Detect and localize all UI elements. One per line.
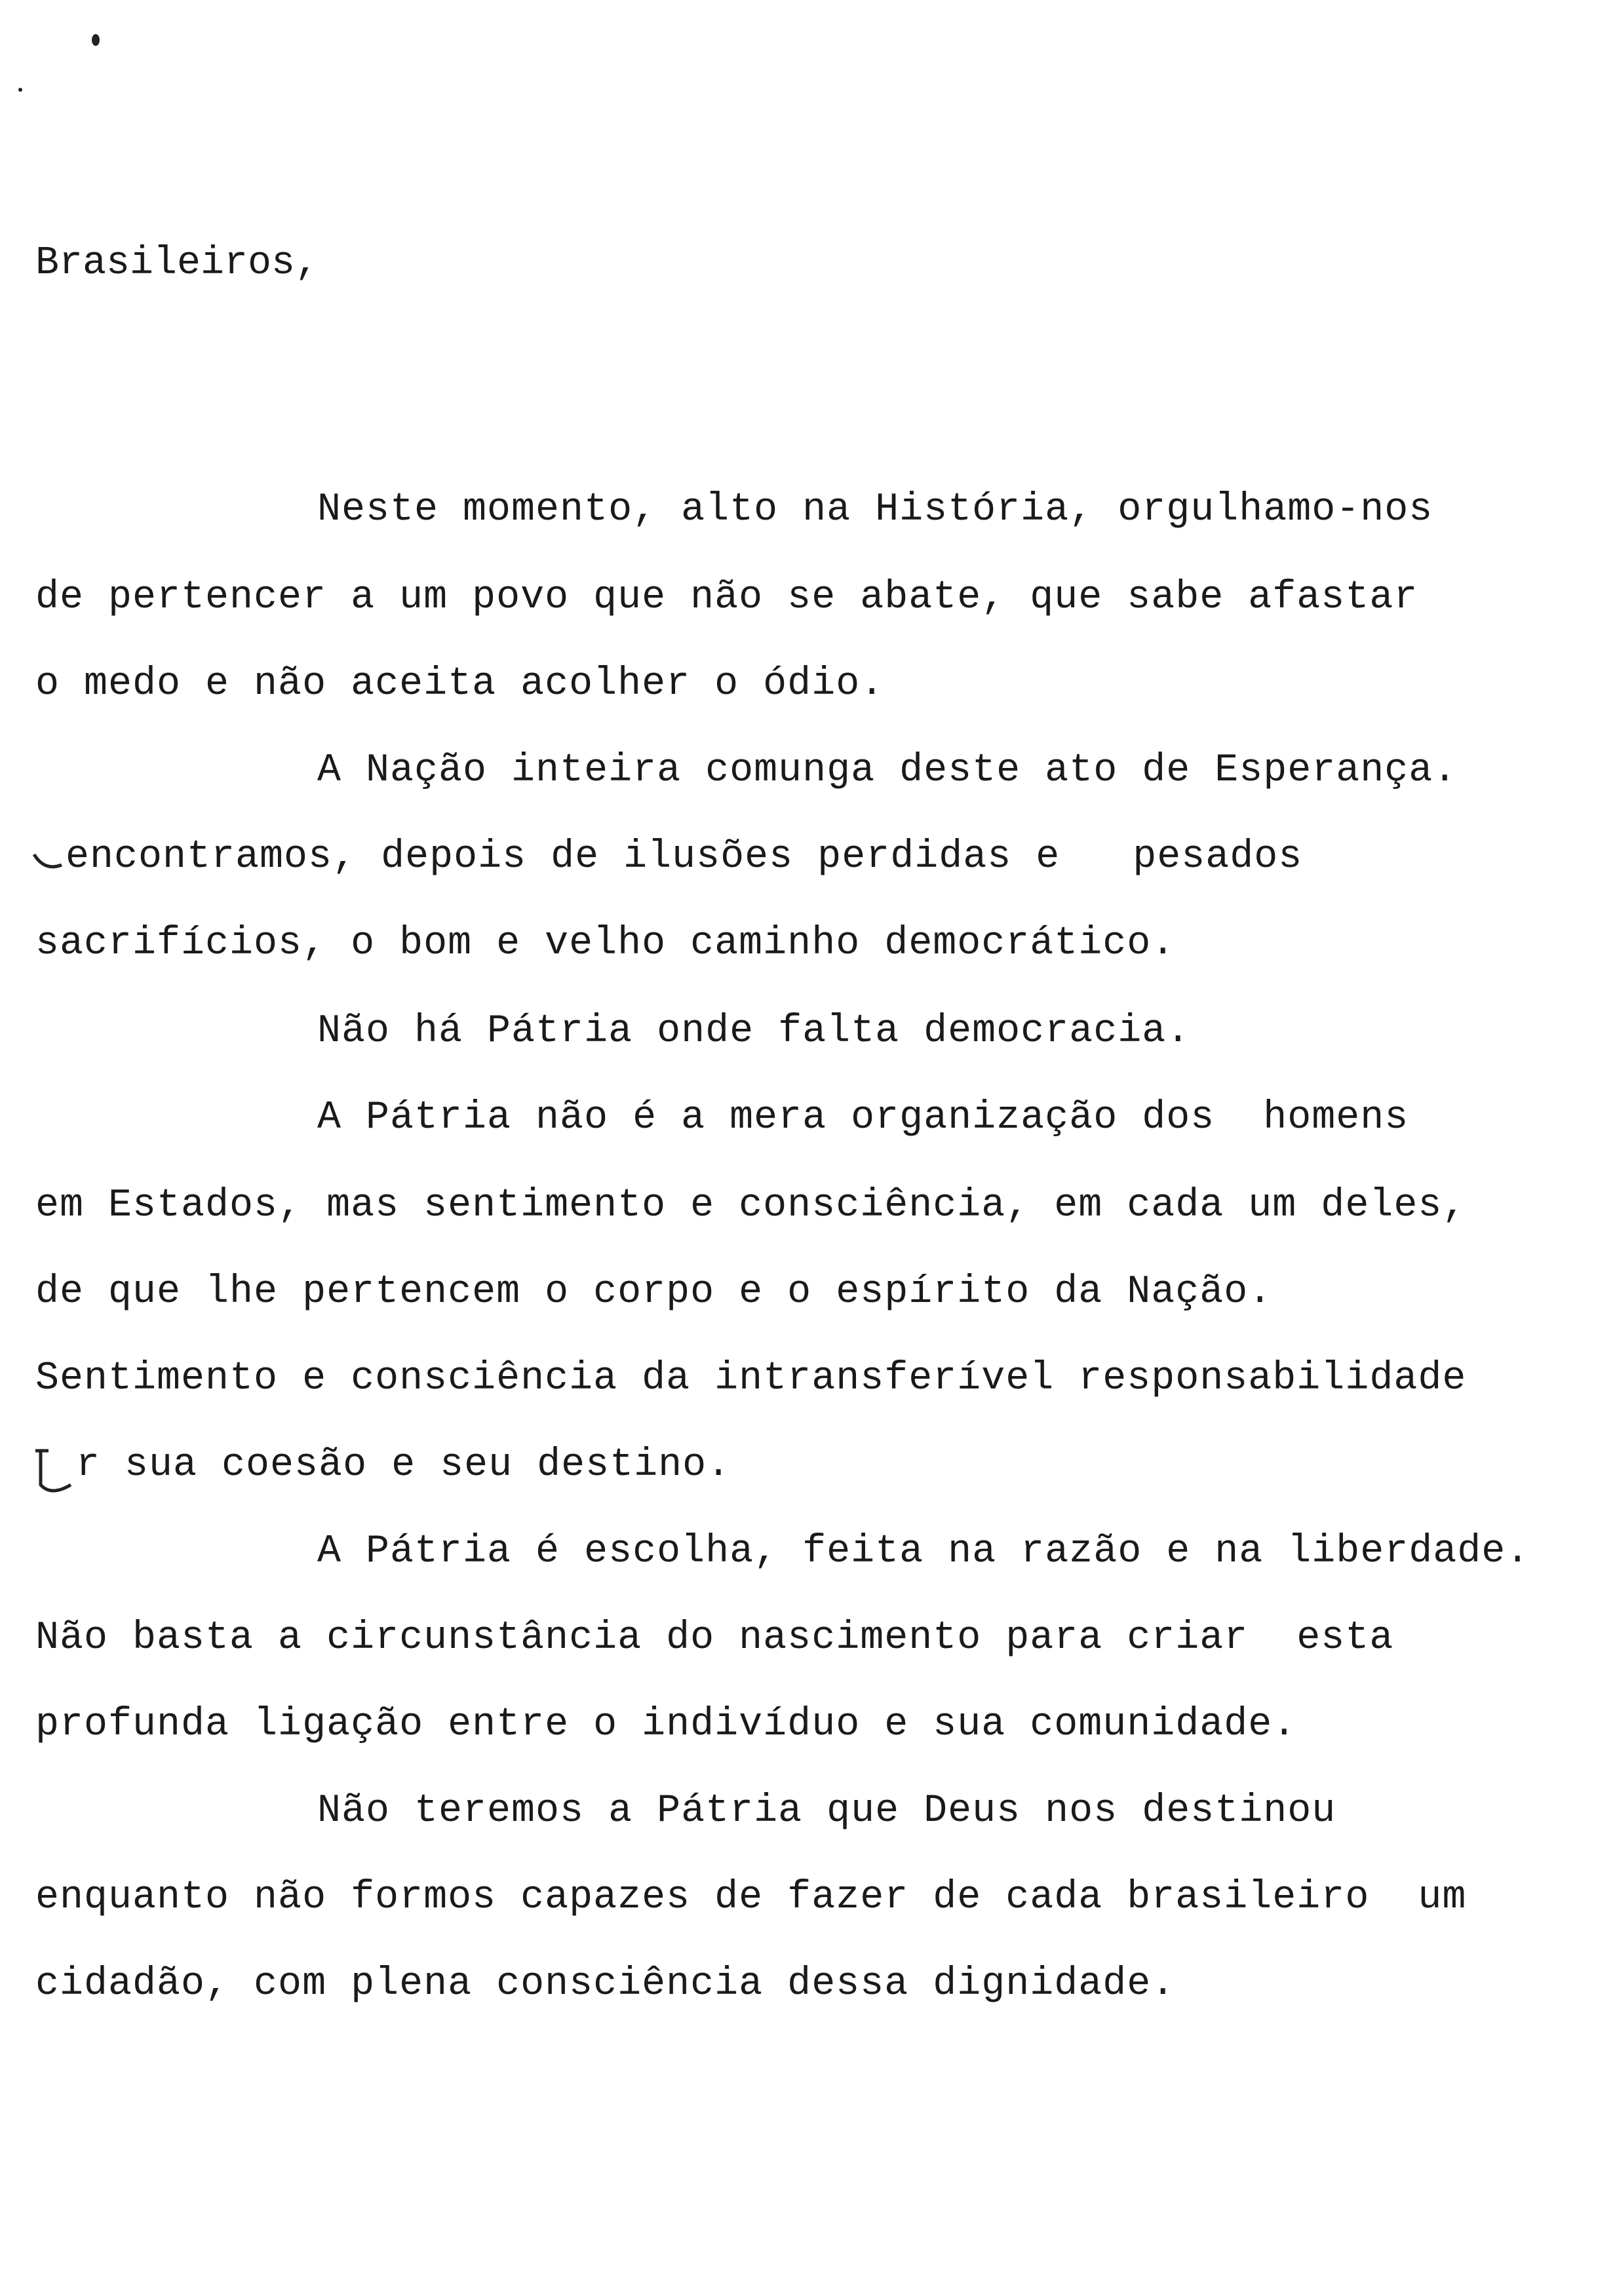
text-line: A Pátria é escolha, feita na razão e na liberdade. <box>317 1529 1530 1574</box>
text-line: cidadão, com plena consciência dessa dignidade. <box>35 1962 1176 2006</box>
text-line: encontramos, depois de ilusões perdidas e pesados <box>66 835 1303 879</box>
text-line: sacrifícios, o bom e velho caminho democrático. <box>35 921 1176 966</box>
ink-speck <box>18 88 22 92</box>
text-line: em Estados, mas sentimento e consciência, em cada um deles, <box>35 1183 1467 1228</box>
text-line: de que lhe pertencem o corpo e o espírito da Nação. <box>35 1270 1273 1314</box>
text-line: r sua coesão e seu destino. <box>76 1443 731 1487</box>
handwritten-mark <box>31 1445 77 1498</box>
text-line: Não teremos a Pátria que Deus nos destinou <box>317 1789 1336 1833</box>
text-line: profunda ligação entre o indivíduo e sua comunidade. <box>35 1702 1297 1747</box>
ink-dot <box>92 34 100 46</box>
text-line: enquanto não formos capazes de fazer de cada brasileiro um <box>35 1875 1467 1920</box>
text-line: A Nação inteira comunga deste ato de Esperança. <box>317 748 1458 793</box>
text-line: o medo e não aceita acolher o ódio. <box>35 662 885 706</box>
text-line: Não basta a circunstância do nascimento para criar esta <box>35 1616 1394 1660</box>
text-line: A Pátria não é a mera organização dos homens <box>317 1096 1409 1140</box>
text-line: Sentimento e consciência da intransferível responsabilidade <box>35 1356 1467 1401</box>
text-line: de pertencer a um povo que não se abate, que sabe afastar <box>35 575 1418 620</box>
handwritten-mark <box>31 849 64 875</box>
text-line: Neste momento, alto na História, orgulhamo-nos <box>317 488 1433 532</box>
text-line: Não há Pátria onde falta democracia. <box>317 1009 1191 1054</box>
greeting: Brasileiros, <box>35 241 319 286</box>
